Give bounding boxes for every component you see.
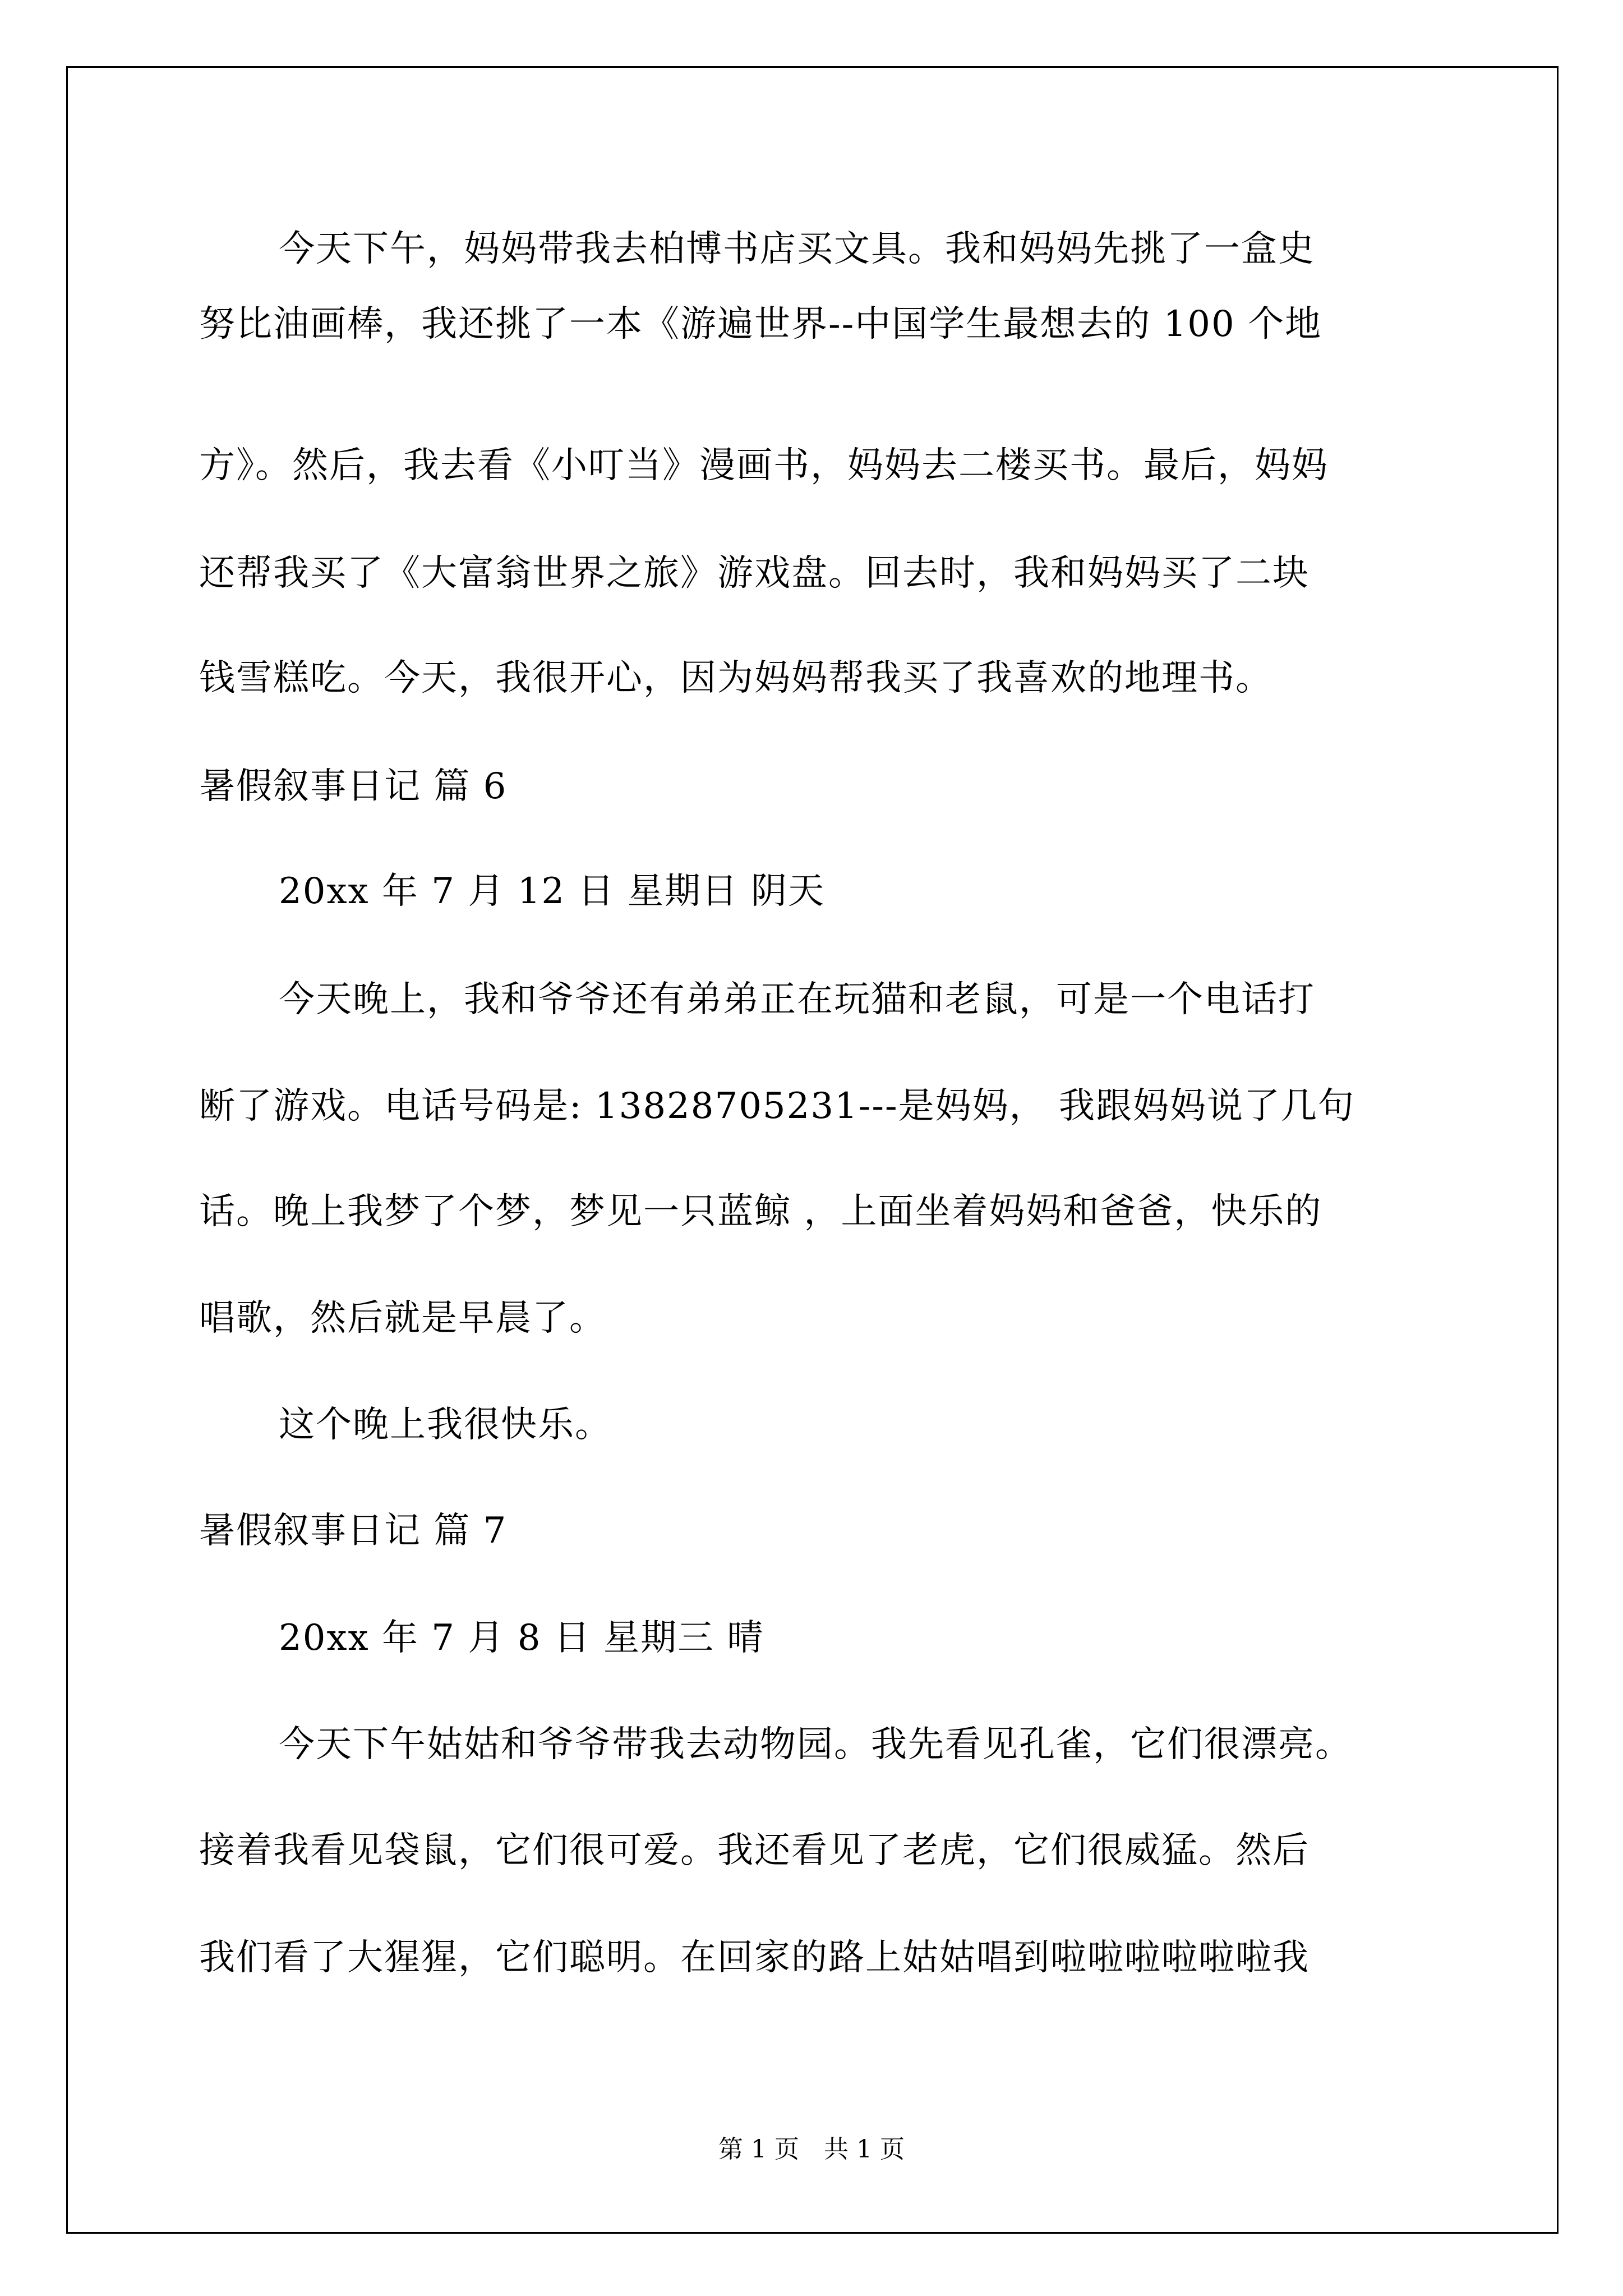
page-footer: 第 1 页 共 1 页 bbox=[718, 2135, 905, 2164]
paragraph-line: 接着我看见袋鼠，它们很可爱。我还看见了老虎，它们很威猛。然后 bbox=[199, 1830, 1310, 1871]
paragraph-line: 话。晚上我梦了个梦，梦见一只蓝鲸 ，上面坐着妈妈和爸爸，快乐的 bbox=[199, 1191, 1322, 1232]
paragraph-line: 我们看了大猩猩，它们聪明。在回家的路上姑姑唱到啦啦啦啦啦啦我 bbox=[199, 1937, 1310, 1978]
paragraph-line: 努比油画棒，我还挑了一本《游遍世界--中国学生最想去的 100 个地 bbox=[199, 303, 1322, 345]
paragraph-line: 这个晚上我很快乐。 bbox=[279, 1404, 612, 1446]
paragraph-line: 还帮我买了《大富翁世界之旅》游戏盘。回去时，我和妈妈买了二块 bbox=[199, 553, 1310, 594]
diary-date: 20xx 年 7 月 8 日 星期三 晴 bbox=[279, 1617, 764, 1659]
page-border bbox=[66, 66, 1559, 2234]
paragraph-line: 断了游戏。电话号码是: 13828705231---是妈妈， 我跟妈妈说了几句 bbox=[199, 1085, 1355, 1127]
paragraph-line: 今天下午，妈妈带我去柏博书店买文具。我和妈妈先挑了一盒史 bbox=[279, 228, 1315, 270]
paragraph-line: 唱歌，然后就是早晨了。 bbox=[199, 1297, 606, 1339]
paragraph-line: 钱雪糕吃。今天，我很开心，因为妈妈帮我买了我喜欢的地理书。 bbox=[199, 657, 1272, 699]
paragraph-line: 今天下午姑姑和爷爷带我去动物园。我先看见孔雀，它们很漂亮。 bbox=[279, 1724, 1352, 1765]
paragraph-line: 方》。然后，我去看《小叮当》漫画书，妈妈去二楼买书。最后，妈妈 bbox=[199, 445, 1329, 486]
section-heading: 暑假叙事日记 篇 6 bbox=[199, 766, 508, 807]
paragraph-line: 今天晚上，我和爷爷还有弟弟正在玩猫和老鼠，可是一个电话打 bbox=[279, 979, 1315, 1020]
diary-date: 20xx 年 7 月 12 日 星期日 阴天 bbox=[279, 871, 826, 912]
section-heading: 暑假叙事日记 篇 7 bbox=[199, 1510, 508, 1552]
